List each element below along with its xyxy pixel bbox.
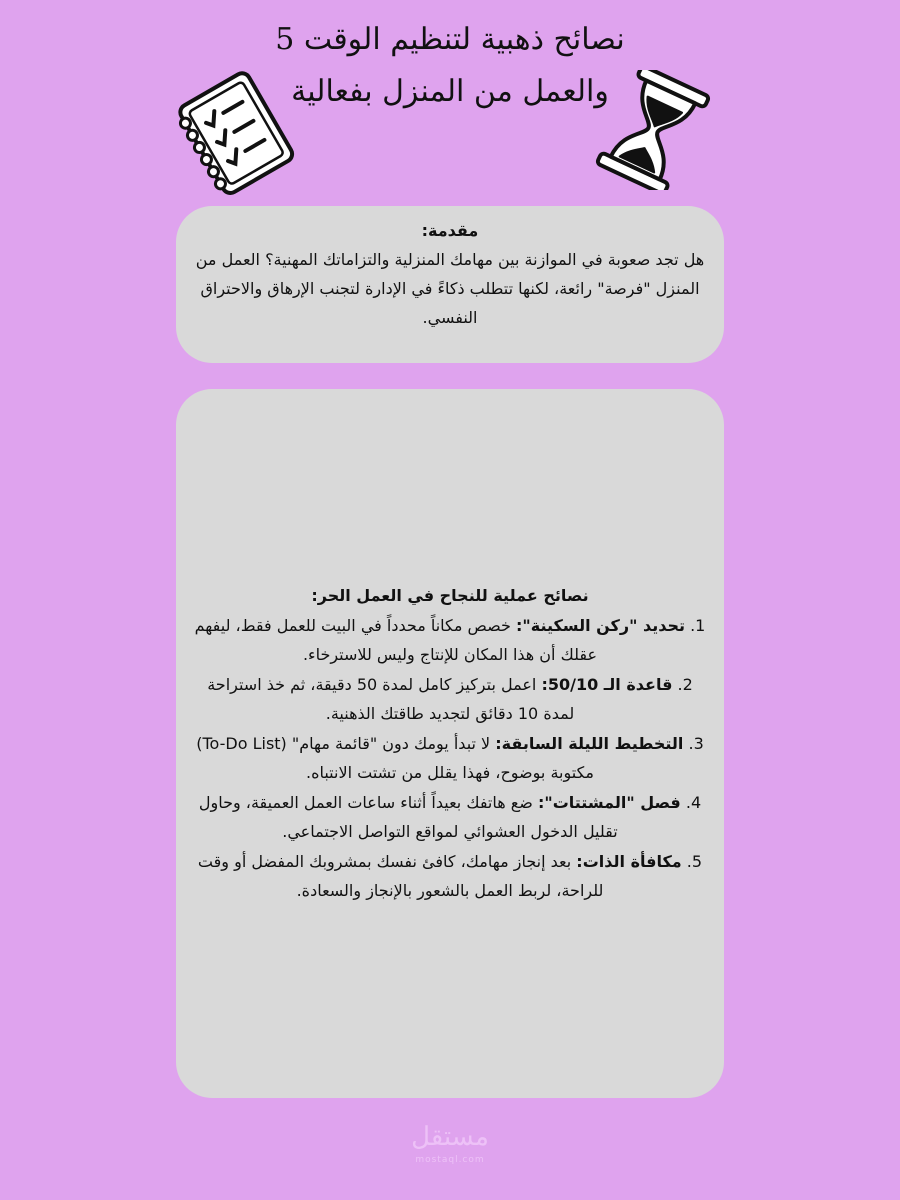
tip-text: اعمل بتركيز كامل لمدة 50 دقيقة، ثم خذ استراحة لمدة 10 دقائق لتجديد طاقتك الذهنية. bbox=[207, 674, 575, 724]
watermark-url: mostaql.com bbox=[415, 1155, 485, 1165]
tips-card bbox=[176, 389, 724, 1098]
tip-text: ضع هاتفك بعيداً أثناء ساعات العمل العميقة، وحاول تقليل الدخول العشوائي لمواقع التواصل الاجتماعي. bbox=[198, 792, 618, 842]
tip-number: 1. bbox=[685, 615, 706, 635]
tip-item-2 bbox=[190, 670, 710, 729]
title-line-2: والعمل من المنزل بفعالية bbox=[291, 74, 609, 109]
tip-title: التخطيط الليلة السابقة: bbox=[495, 733, 684, 753]
intro-heading: مقدمة: bbox=[421, 221, 479, 240]
tip-title: مكافأة الذات: bbox=[576, 851, 682, 871]
tip-title: قاعدة الـ 50/10: bbox=[541, 674, 673, 694]
tip-text: بعد إنجاز مهامك، كافئ نفسك بمشروبك المفضل أو وقت للراحة، لربط العمل بالشعور بالإنجاز والسعادة. bbox=[197, 851, 604, 901]
tips-heading: نصائح عملية للنجاح في العمل الحر: bbox=[311, 586, 589, 606]
tip-text: خصص مكاناً محدداً في البيت للعمل فقط، ليفهم عقلك أن هذا المكان للإنتاج وليس للاسترخاء. bbox=[194, 615, 598, 665]
tip-title: تحديد "ركن السكينة": bbox=[516, 615, 685, 635]
tip-number: 4. bbox=[680, 792, 702, 812]
intro-body: هل تجد صعوبة في الموازنة بين مهامك المنزلية والتزاماتك المهنية؟ العمل من المنزل "فرصة" رائعة، لكنها تتطلب ذكاءً في الإدارة لتجنب الإرهاق والاحتراق النفسي. bbox=[195, 250, 705, 327]
watermark-logo-text: مستقل bbox=[411, 1122, 489, 1152]
watermark-logo bbox=[380, 1120, 520, 1166]
tip-title: فصل "المشتتات": bbox=[537, 792, 681, 812]
tip-item-4 bbox=[190, 788, 710, 847]
tip-number: 2. bbox=[672, 674, 693, 694]
tip-number: 5. bbox=[681, 851, 703, 871]
title-line-1: نصائح ذهبية لتنظيم الوقت 5 bbox=[275, 22, 625, 57]
hourglass-icon bbox=[588, 70, 718, 190]
tip-item-3 bbox=[190, 729, 710, 788]
intro-card bbox=[176, 206, 724, 363]
tip-item-1 bbox=[190, 611, 710, 670]
tip-item-5 bbox=[190, 847, 710, 906]
notebook-checklist-icon bbox=[168, 70, 303, 200]
tip-number: 3. bbox=[683, 733, 704, 753]
tip-text: لا تبدأ يومك دون "قائمة مهام" (To-Do List) مكتوبة بوضوح، فهذا يقلل من تشتت الانتباه. bbox=[196, 733, 594, 783]
